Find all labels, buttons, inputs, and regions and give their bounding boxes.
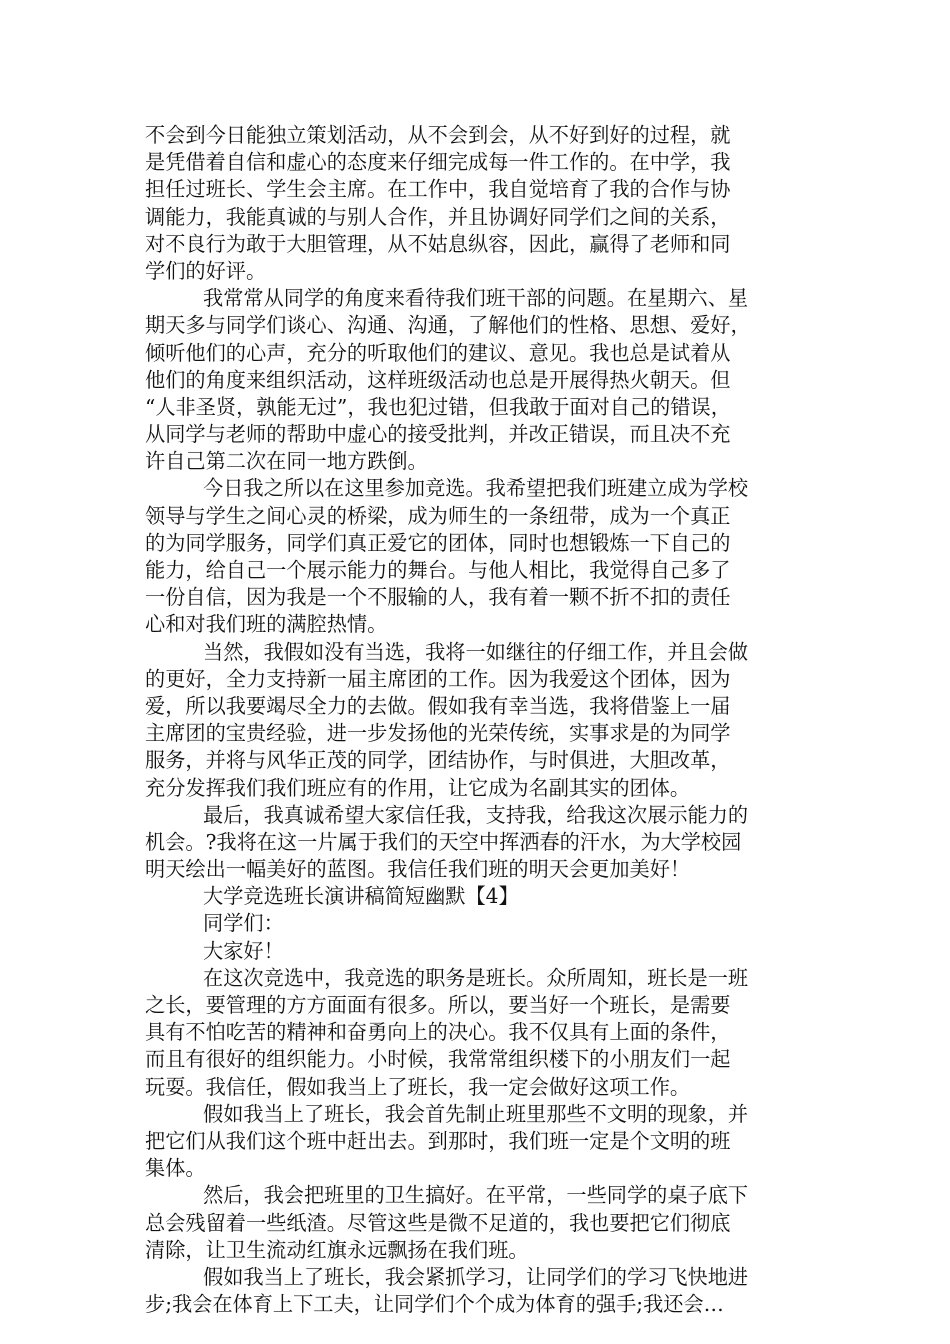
paragraph-first-line: 当然，我假如没有当选，我将一如继往的仔细工作，并且会做 bbox=[203, 639, 749, 664]
text-line: 是凭借着自信和虚心的态度来仔细完成每一件工作的。在中学，我 bbox=[145, 150, 731, 175]
paragraph-first-line: 假如我当上了班长，我会首先制止班里那些不文明的现象，并 bbox=[203, 1101, 749, 1126]
text-line: 对不良行为敢于大胆管理，从不姑息纵容，因此，赢得了老师和同 bbox=[145, 231, 731, 256]
text-line: “人非圣贤，孰能无过”，我也犯过错，但我敢于面对自己的错误， bbox=[145, 394, 731, 419]
text-line: 服务，并将与风华正茂的同学，团结协作，与时俱进，大胆改革， bbox=[145, 748, 731, 773]
text-line: 清除，让卫生流动红旗永远飘扬在我们班。 bbox=[145, 1237, 529, 1262]
paragraph-first-line: 我常常从同学的角度来看待我们班干部的问题。在星期六、星 bbox=[203, 286, 749, 311]
text-line: 之长，要管理的方方面面有很多。所以，要当好一个班长，是需要 bbox=[145, 993, 731, 1017]
text-line: 充分发挥我们我们班应有的作用，让它成为名副其实的团体。 bbox=[145, 775, 691, 800]
text-line: 总会残留着一些纸渣。尽管这些是微不足道的，我也要把它们彻底 bbox=[145, 1210, 731, 1235]
text-line: 集体。 bbox=[145, 1156, 206, 1181]
text-line: 担任过班长、学生会主席。在工作中，我自觉培育了我的合作与协 bbox=[145, 177, 731, 202]
text-line: 不会到今日能独立策划活动，从不会到会，从不好到好的过程，就 bbox=[145, 123, 731, 147]
text-line: 能力，给自己一个展示能力的舞台。与他人相比，我觉得自己多了 bbox=[145, 558, 731, 582]
paragraph-first-line: 大家好！ bbox=[203, 938, 284, 963]
document-body bbox=[145, 122, 815, 1318]
paragraph-first-line: 同学们： bbox=[203, 911, 284, 936]
text-line: 学们的好评。 bbox=[145, 258, 267, 283]
paragraph-first-line: 大学竞选班长演讲稿简短幽默【4】 bbox=[203, 884, 519, 909]
text-line: 倾听他们的心声，充分的听取他们的建议、意见。我也总是试着从 bbox=[145, 340, 731, 365]
text-line: 心和对我们班的满腔热情。 bbox=[145, 612, 388, 637]
text-line: 而且有很好的组织能力。小时候，我常常组织楼下的小朋友们一起 bbox=[145, 1047, 731, 1072]
paragraph-first-line: 然后，我会把班里的卫生搞好。在平常，一些同学的桌子底下 bbox=[203, 1183, 749, 1208]
text-line: 机会。?我将在这一片属于我们的天空中挥洒春的汗水，为大学校园 bbox=[145, 829, 742, 854]
text-line: 主席团的宝贵经验，进一步发扬他的光荣传统，实事求是的为同学 bbox=[145, 721, 731, 746]
text-line: 爱，所以我要竭尽全力的去做。假如我有幸当选，我将借鉴上一届 bbox=[145, 693, 731, 718]
text-line: 一份自信，因为我是一个不服输的人，我有着一颗不折不扣的责任 bbox=[145, 585, 731, 610]
text-line: 期天多与同学们谈心、沟通、沟通，了解他们的性格、思想、爱好， bbox=[145, 313, 751, 338]
paragraph-first-line: 今日我之所以在这里参加竞选。我希望把我们班建立成为学校 bbox=[203, 476, 749, 501]
text-line: 领导与学生之间心灵的桥梁，成为师生的一条纽带，成为一个真正 bbox=[145, 503, 731, 528]
text-line: 的更好，全力支持新一届主席团的工作。因为我爱这个团体，因为 bbox=[145, 666, 731, 691]
paragraph-first-line: 假如我当上了班长，我会紧抓学习，让同学们的学习飞快地进 bbox=[203, 1264, 749, 1289]
text-line: 的为同学服务，同学们真正爱它的团体，同时也想锻炼一下自己的 bbox=[145, 530, 731, 555]
text-line: 步;我会在体育上下工夫，让同学们个个成为体育的强手;我还会… bbox=[145, 1292, 724, 1317]
text-line: 明天绘出一幅美好的蓝图。我信任我们班的明天会更加美好！ bbox=[145, 857, 691, 882]
text-line: 从同学与老师的帮助中虚心的接受批判，并改正错误，而且决不充 bbox=[145, 422, 731, 447]
text-line: 玩耍。我信任，假如我当上了班长，我一定会做好这项工作。 bbox=[145, 1074, 691, 1099]
text-line: 许自己第二次在同一地方跌倒。 bbox=[145, 449, 428, 474]
text-line: 把它们从我们这个班中赶出去。到那时，我们班一定是个文明的班 bbox=[145, 1128, 731, 1153]
text-line: 他们的角度来组织活动，这样班级活动也总是开展得热火朝天。但 bbox=[145, 367, 731, 392]
text-line: 具有不怕吃苦的精神和奋勇向上的决心。我不仅具有上面的条件， bbox=[145, 1020, 731, 1045]
paragraph-first-line: 在这次竞选中，我竞选的职务是班长。众所周知，班长是一班 bbox=[203, 965, 749, 990]
text-line: 调能力，我能真诚的与别人合作，并且协调好同学们之间的关系， bbox=[145, 204, 731, 229]
paragraph-first-line: 最后，我真诚希望大家信任我，支持我，给我这次展示能力的 bbox=[203, 802, 749, 827]
